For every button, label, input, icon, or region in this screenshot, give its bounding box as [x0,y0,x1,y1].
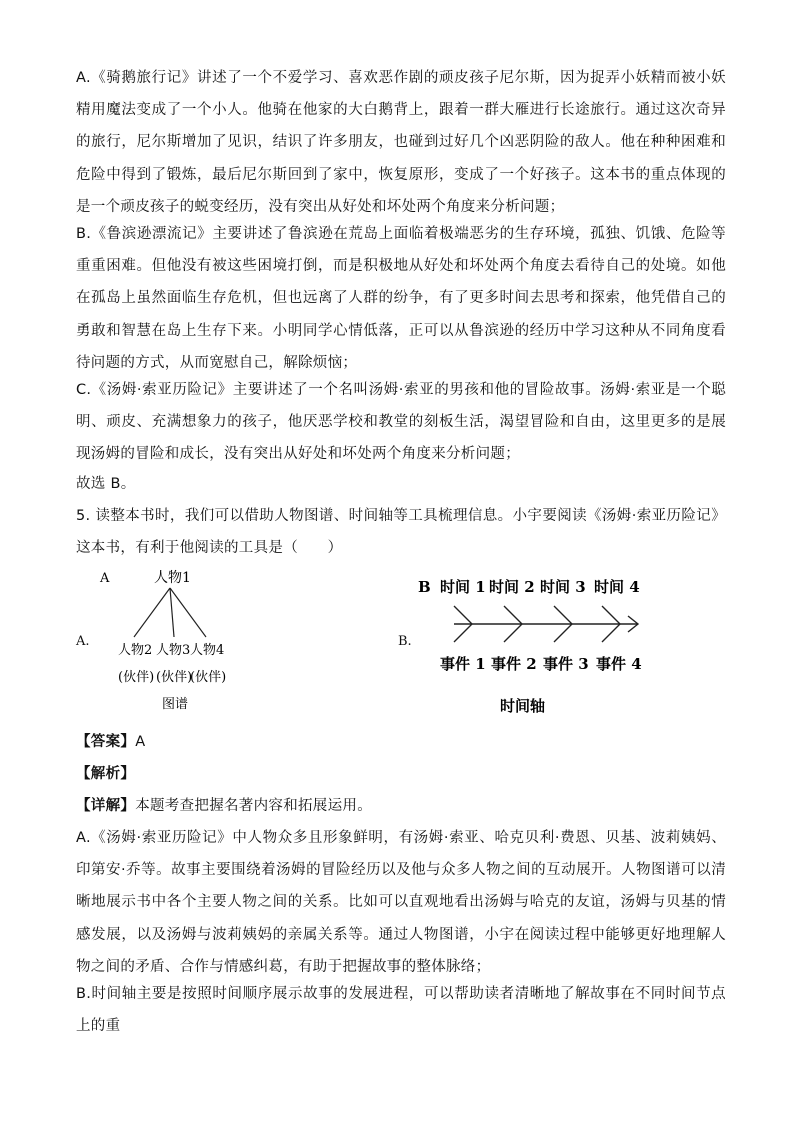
option-b-explanation: B.《鲁滨逊漂流记》主要讲述了鲁滨逊在荒岛上面临着极端恶劣的生存环境，孤独、饥饿、危险等重重困难。但他没有被这些困境打倒，而是积极地从好处和坏处两个角度去看待自己的处境。如他在孤岛上虽然面临生存危机，但也远离了人群的纷争，有了更多时间去思考和探索，他凭借自己的勇敢和智慧在岛上生存下来。小明同学心情低落，正可以从鲁滨逊的经历中学习这种从不同角度看待问题的方式，从而宽慰自己，解除烦恼； [76,226,726,371]
choice-statement: 故选 B。 [76,476,136,492]
branch-line-2 [170,588,174,637]
branch-line-3 [170,588,206,637]
root-character: 人物1 [154,570,191,586]
time-label-1: 时间 1 [440,578,486,596]
event-label-4: 事件 4 [596,655,642,673]
detail-tag: 【详解】 [76,798,136,814]
child-role-3: (伙伴) [190,670,227,685]
option-b-detail: B.时间轴主要是按照时间顺序展示故事的发展进程，可以帮助读者清晰地了解故事在不同时间节点上的重 [76,986,726,1035]
detail-line [76,790,726,822]
time-label-2: 时间 2 [489,578,535,596]
event-label-1: 事件 1 [440,655,486,673]
diagram-a-caption: 图谱 [162,697,189,712]
answer-line [76,726,726,758]
question-5: 5. 读整本书时，我们可以借助人物图谱、时间轴等工具梳理信息。小宇要阅读《汤姆·索亚历险记》这本书，有利于他阅读的工具是（ ） [76,508,726,557]
option-a-detail: A.《汤姆·索亚历险记》中人物众多且形象鲜明，有汤姆·索亚、哈克贝利·费恩、贝基、波莉姨妈、印第安·乔等。故事主要围绕着汤姆的冒险经历以及他与众多人物之间的互动展开。人物图谱可以清晰地展示书中各个主要人物之间的关系。比如可以直观地看出汤姆与哈克的友谊，汤姆与贝基的情感发展，以及汤姆与波莉姨妈的亲属关系等。通过人物图谱，小宇在阅读过程中能够更好地理解人物之间的矛盾、合作与情感纠葛，有助于把握故事的整体脉络； [76,830,726,975]
child-role-1: (伙伴) [118,670,155,685]
child-role-2: (伙伴) [156,670,193,685]
option-b-label: B. [398,634,412,649]
option-a-explanation: A.《骑鹅旅行记》讲述了一个不爱学习、喜欢恶作剧的顽皮孩子尼尔斯，因为捉弄小妖精而被小妖精用魔法变成了一个小人。他骑在他家的大白鹅背上，跟着一群大雁进行长途旅行。通过这次奇异的旅行，尼尔斯增加了见识，结识了许多朋友，也碰到过好几个凶恶阴险的敌人。他在种种困难和危险中得到了锻炼，最后尼尔斯回到了家中，恢复原形，变成了一个好孩子。这本书的重点体现的是一个顽皮孩子的蜕变经历，没有突出从好处和坏处两个角度来分析问题； [76,70,726,215]
answer-tag: 【答案】 [76,734,136,750]
diagram-b-inner-label: B [418,578,431,596]
child-character-3: 人物4 [190,643,225,658]
event-label-2: 事件 2 [491,655,537,673]
time-label-3: 时间 3 [540,578,586,596]
character-map-diagram [94,560,244,720]
detail-text: 本题考查把握名著内容和拓展运用。 [135,798,373,814]
diagram-a-inner-label: A [100,571,110,586]
option-a-label: A. [76,634,90,649]
timeline-diagram [414,568,654,718]
event-label-3: 事件 3 [543,655,589,673]
time-label-4: 时间 4 [594,578,640,596]
analysis-tag: 【解析】 [76,766,136,782]
answer-value: A [135,734,146,750]
analysis-line [76,758,726,790]
child-character-1: 人物2 [118,643,153,658]
option-c-explanation: C.《汤姆·索亚历险记》主要讲述了一个名叫汤姆·索亚的男孩和他的冒险故事。汤姆·索亚是一个聪明、顽皮、充满想象力的孩子，他厌恶学校和教堂的刻板生活，渴望冒险和自由，这里更多的是展现汤姆的冒险和成长，没有突出从好处和坏处两个角度来分析问题； [76,382,726,463]
diagram-b-caption: 时间轴 [500,697,546,715]
branch-line-1 [134,588,170,637]
child-character-2: 人物3 [156,643,191,658]
